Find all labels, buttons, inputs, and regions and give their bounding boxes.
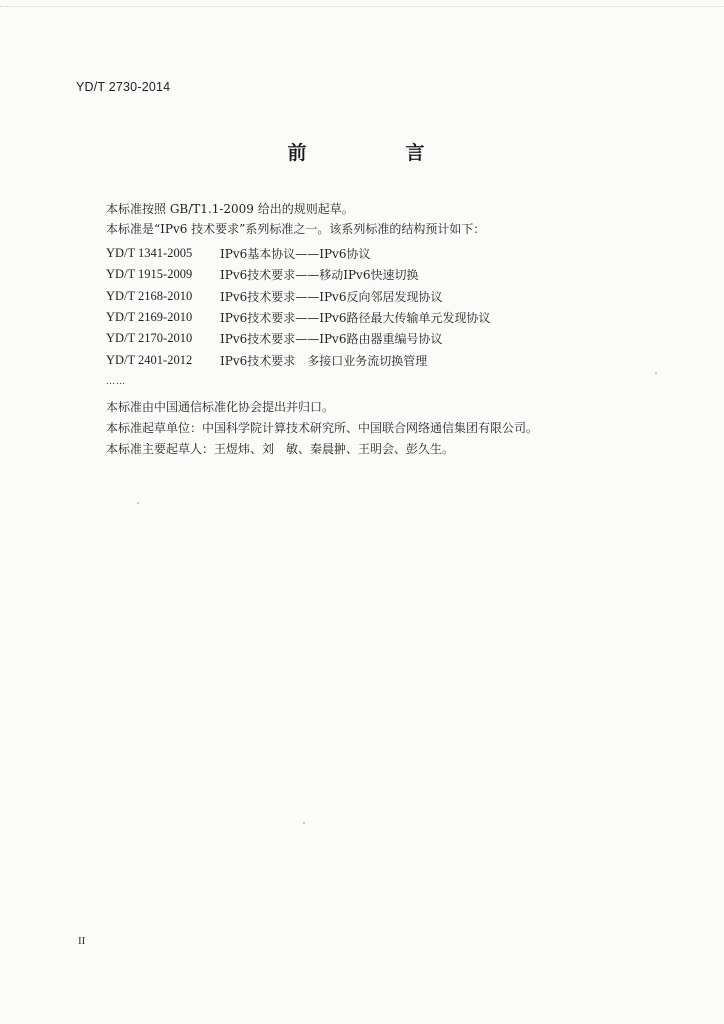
paragraph-series-intro: 本标准是“IPv6 技术要求”系列标准之一。该系列标准的结构预计如下： <box>106 222 486 236</box>
series-item <box>106 264 490 285</box>
series-item-code: YD/T 2170-2010 <box>106 331 193 346</box>
series-item-code: YD/T 2401-2012 <box>106 352 193 367</box>
standard-code: YD/T 2730-2014 <box>76 80 171 94</box>
scan-speck <box>137 502 139 504</box>
series-item-title: IPv6技术要求——IPv6路由器重编号协议 <box>220 332 443 347</box>
series-item-title: IPv6基本协议——IPv6协议 <box>220 247 371 262</box>
series-list <box>106 243 490 371</box>
series-item-title: IPv6技术要求——移动IPv6快速切换 <box>220 268 419 283</box>
paragraph-drafting-rules: 本标准按照 GB/T1.1-2009 给出的规则起草。 <box>106 202 354 216</box>
scan-edge <box>0 0 724 7</box>
series-item-title: IPv6技术要求——IPv6路径最大传输单元发现协议 <box>220 311 491 326</box>
page-title: 前 言 <box>287 142 465 164</box>
paragraph-drafting-units: 本标准起草单位：中国科学院计算技术研究所、中国联合网络通信集团有限公司。 <box>106 421 539 435</box>
scan-speck <box>303 822 305 824</box>
series-item-code: YD/T 1915-2009 <box>106 267 193 282</box>
series-item <box>106 349 490 370</box>
series-item-code: YD/T 2168-2010 <box>106 288 193 303</box>
series-item-title: IPv6技术要求——IPv6反向邻居发现协议 <box>220 289 443 304</box>
page-number: II <box>78 935 86 947</box>
paragraph-proposer: 本标准由中国通信标准化协会提出并归口。 <box>106 400 335 414</box>
series-item <box>106 307 490 328</box>
series-item-code: YD/T 1341-2005 <box>106 246 193 261</box>
series-item <box>106 243 490 264</box>
scan-speck <box>655 372 657 374</box>
paragraph-drafters: 本标准主要起草人：王煜炜、刘 敏、秦晨翀、王明会、彭久生。 <box>106 442 455 456</box>
series-item <box>106 286 490 307</box>
series-item <box>106 328 490 349</box>
series-item-title: IPv6技术要求 多接口业务流切换管理 <box>220 353 428 368</box>
series-ellipsis: …… <box>106 377 126 387</box>
series-item-code: YD/T 2169-2010 <box>106 310 193 325</box>
